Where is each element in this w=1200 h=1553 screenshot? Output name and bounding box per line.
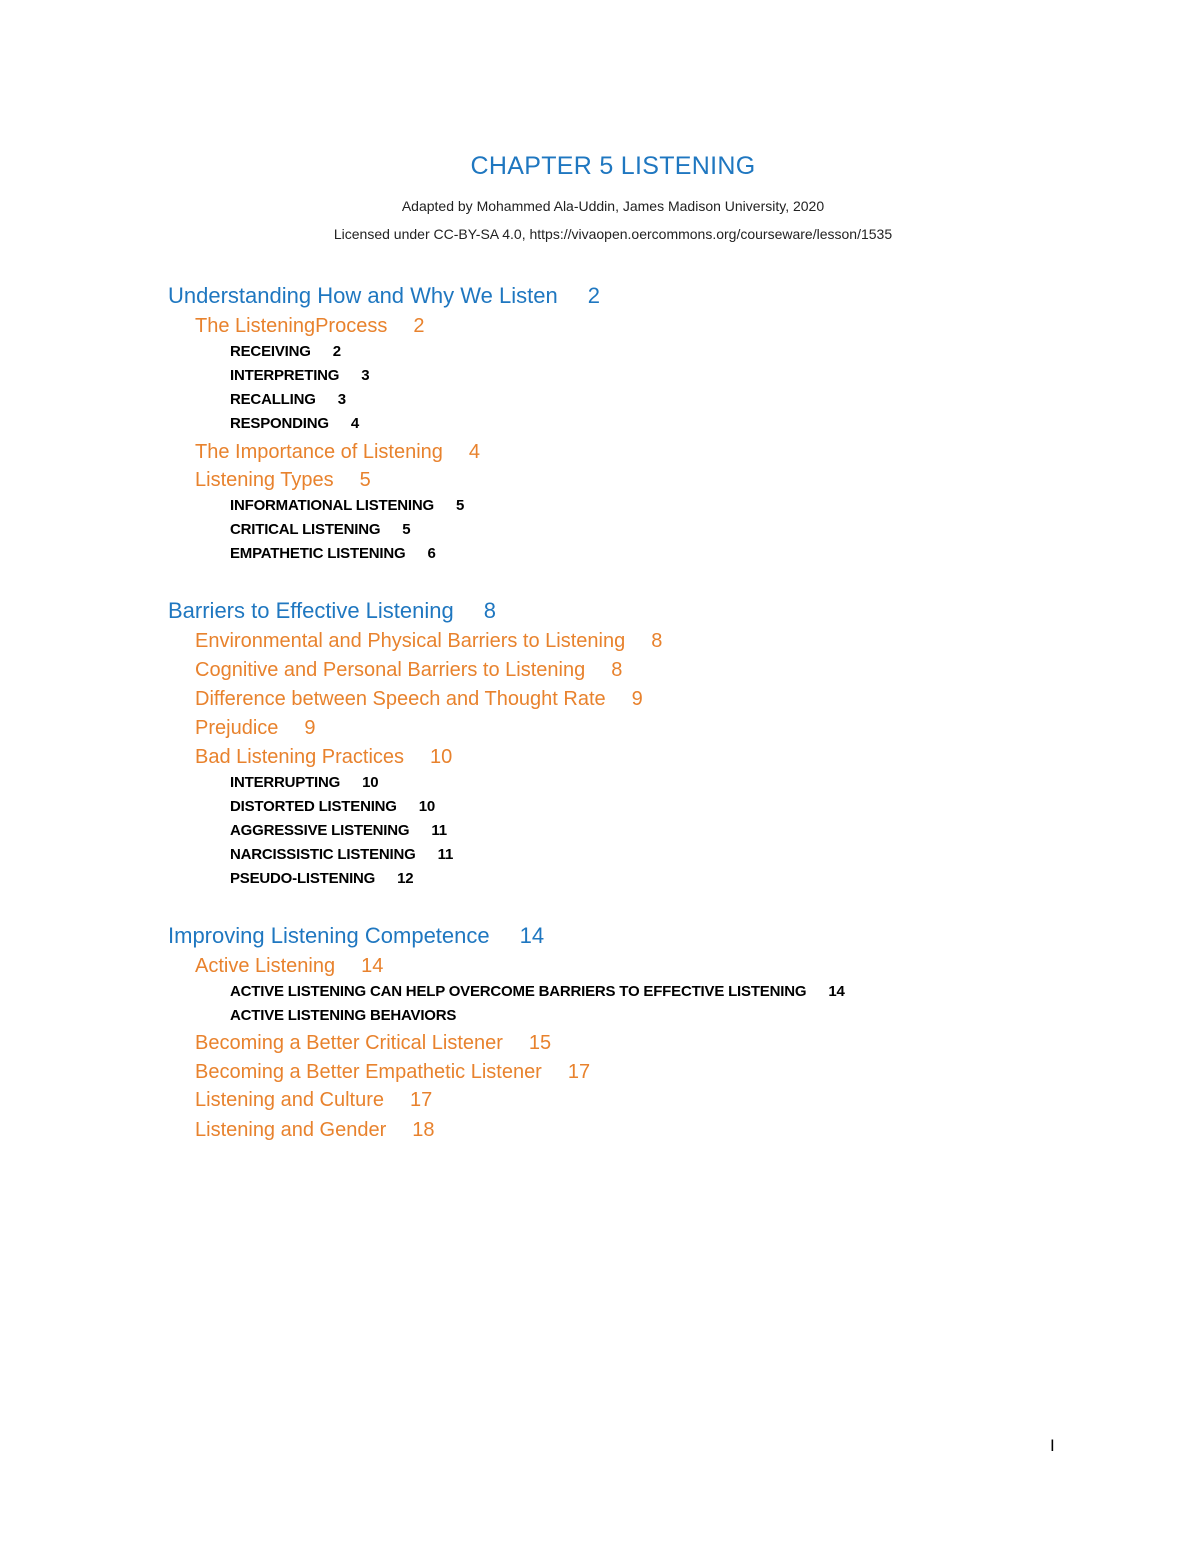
toc-entry-page-number: 17 <box>410 1089 433 1111</box>
toc-entry-page-number: 10 <box>430 746 453 768</box>
toc-entry-page-number: 12 <box>397 870 414 887</box>
toc-entry-level2[interactable] <box>195 441 480 464</box>
toc-entry-level3[interactable] <box>230 415 359 432</box>
toc-entry-level2[interactable] <box>195 630 662 653</box>
toc-entry-level3[interactable] <box>230 367 369 384</box>
toc-entry-level2[interactable] <box>195 1061 590 1084</box>
toc-entry-page-number: 5 <box>456 497 465 514</box>
toc-entry-level3[interactable] <box>230 545 436 562</box>
toc-entry-page-number: 9 <box>631 688 643 710</box>
toc-entry-page-number: 8 <box>483 598 496 623</box>
toc-entry-title: Bad Listening Practices <box>195 746 405 768</box>
toc-entry-title: INFORMATIONAL LISTENING <box>230 497 435 514</box>
toc-entry-page-number: 9 <box>304 717 316 739</box>
toc-entry-page-number: 3 <box>361 367 370 384</box>
toc-entry-level2[interactable] <box>195 1089 432 1112</box>
toc-entry-page-number: 17 <box>567 1061 591 1083</box>
toc-entry-level3[interactable] <box>230 1007 456 1024</box>
toc-entry-title: The Importance of Listening <box>195 441 443 463</box>
toc-entry-page-number: 14 <box>361 955 384 977</box>
toc-entry-level3[interactable] <box>230 497 464 514</box>
toc-entry-title: Becoming a Better Critical Listener <box>195 1032 503 1054</box>
toc-entry-page-number: 5 <box>402 521 411 538</box>
toc-entry-page-number: 2 <box>587 283 600 308</box>
toc-entry-title: Active Listening <box>195 955 336 977</box>
toc-entry-title: DISTORTED LISTENING <box>230 798 397 815</box>
toc-entry-level2[interactable] <box>195 746 452 769</box>
toc-entry-page-number: 4 <box>350 415 360 432</box>
toc-entry-page-number: 2 <box>413 315 425 337</box>
toc-entry-title: Environmental and Physical Barriers to Listening <box>195 630 626 652</box>
toc-entry-level3[interactable] <box>230 870 413 887</box>
toc-entry-page-number: 10 <box>362 774 379 791</box>
toc-entry-page-number: 2 <box>332 343 341 360</box>
toc-entry-page-number: 6 <box>427 545 436 562</box>
toc-entry-title: ACTIVE LISTENING BEHAVIORS <box>230 1007 457 1024</box>
toc-entry-level3[interactable] <box>230 822 447 839</box>
toc-entry-level2[interactable] <box>195 659 622 682</box>
toc-entry-level2[interactable] <box>195 955 383 978</box>
toc-entry-page-number: 18 <box>412 1119 435 1141</box>
toc-entry-level2[interactable] <box>195 717 316 740</box>
toc-entry-level2[interactable] <box>195 469 371 492</box>
toc-entry-page-number: 5 <box>359 469 371 491</box>
toc-entry-page-number: 11 <box>431 822 447 839</box>
toc-entry-level2[interactable] <box>195 1119 435 1142</box>
toc-entry-title: Improving Listening Competence <box>168 923 490 948</box>
toc-entry-title: RECEIVING <box>230 343 311 360</box>
toc-entry-title: Listening and Gender <box>195 1119 387 1141</box>
toc-entry-title: RECALLING <box>230 391 316 408</box>
page-number: I <box>1050 1436 1055 1455</box>
toc-entry-page-number: 8 <box>611 659 623 681</box>
toc-entry-level3[interactable] <box>230 343 341 360</box>
toc-entry-level1[interactable] <box>168 923 544 949</box>
toc-entry-page-number: 11 <box>437 846 454 863</box>
toc-entry-title: Barriers to Effective Listening <box>168 598 454 623</box>
toc-entry-title: Cognitive and Personal Barriers to Listening <box>195 659 586 681</box>
toc-entry-title: ACTIVE LISTENING CAN HELP OVERCOME BARRIERS TO EFFECTIVE LISTENING <box>230 983 807 1000</box>
toc-entry-page-number: 14 <box>828 983 845 1000</box>
toc-entry-page-number: 4 <box>468 441 481 463</box>
toc-entry-level3[interactable] <box>230 391 346 408</box>
credit-license: Licensed under CC-BY-SA 4.0, https://vivaopen.oercommons.org/courseware/lesson/1535 <box>333 226 893 242</box>
toc-entry-title: AGGRESSIVE LISTENING <box>230 822 410 839</box>
toc-entry-page-number: 10 <box>418 798 436 815</box>
credit-adapted-by: Adapted by Mohammed Ala-Uddin, James Madison University, 2020 <box>401 198 825 214</box>
toc-entry-level3[interactable] <box>230 798 435 815</box>
toc-entry-title: INTERPRETING <box>230 367 340 384</box>
toc-entry-page-number: 15 <box>528 1032 552 1054</box>
toc-entry-title: PSEUDO-LISTENING <box>230 870 376 887</box>
toc-entry-title: INTERRUPTING <box>230 774 341 791</box>
toc-entry-level2[interactable] <box>195 315 424 338</box>
toc-entry-page-number: 14 <box>519 923 545 948</box>
toc-entry-level3[interactable] <box>230 846 453 863</box>
toc-entry-title: Understanding How and Why We Listen <box>168 283 558 308</box>
toc-entry-page-number: 8 <box>651 630 663 652</box>
toc-entry-title: Listening and Culture <box>195 1089 385 1111</box>
toc-entry-title: RESPONDING <box>230 415 329 432</box>
toc-entry-level3[interactable] <box>230 521 410 538</box>
toc-entry-title: Difference between Speech and Thought Rate <box>195 688 606 710</box>
toc-entry-title: CRITICAL LISTENING <box>230 521 381 538</box>
toc-entry-title: Becoming a Better Empathetic Listener <box>195 1061 542 1083</box>
toc-entry-title: EMPATHETIC LISTENING <box>230 545 406 562</box>
chapter-title: CHAPTER 5 LISTENING <box>470 152 756 180</box>
toc-entry-title: The ListeningProcess <box>195 315 388 337</box>
toc-entry-level3[interactable] <box>230 983 845 1000</box>
toc-entry-level3[interactable] <box>230 774 378 791</box>
toc-entry-level2[interactable] <box>195 1032 551 1055</box>
toc-entry-page-number: 3 <box>337 391 346 408</box>
toc-entry-level1[interactable] <box>168 283 600 309</box>
toc-entry-level1[interactable] <box>168 598 496 624</box>
toc-entry-title: Listening Types <box>195 469 334 491</box>
toc-entry-title: NARCISSISTIC LISTENING <box>230 846 416 863</box>
toc-entry-level2[interactable] <box>195 688 643 711</box>
toc-entry-title: Prejudice <box>195 717 279 739</box>
